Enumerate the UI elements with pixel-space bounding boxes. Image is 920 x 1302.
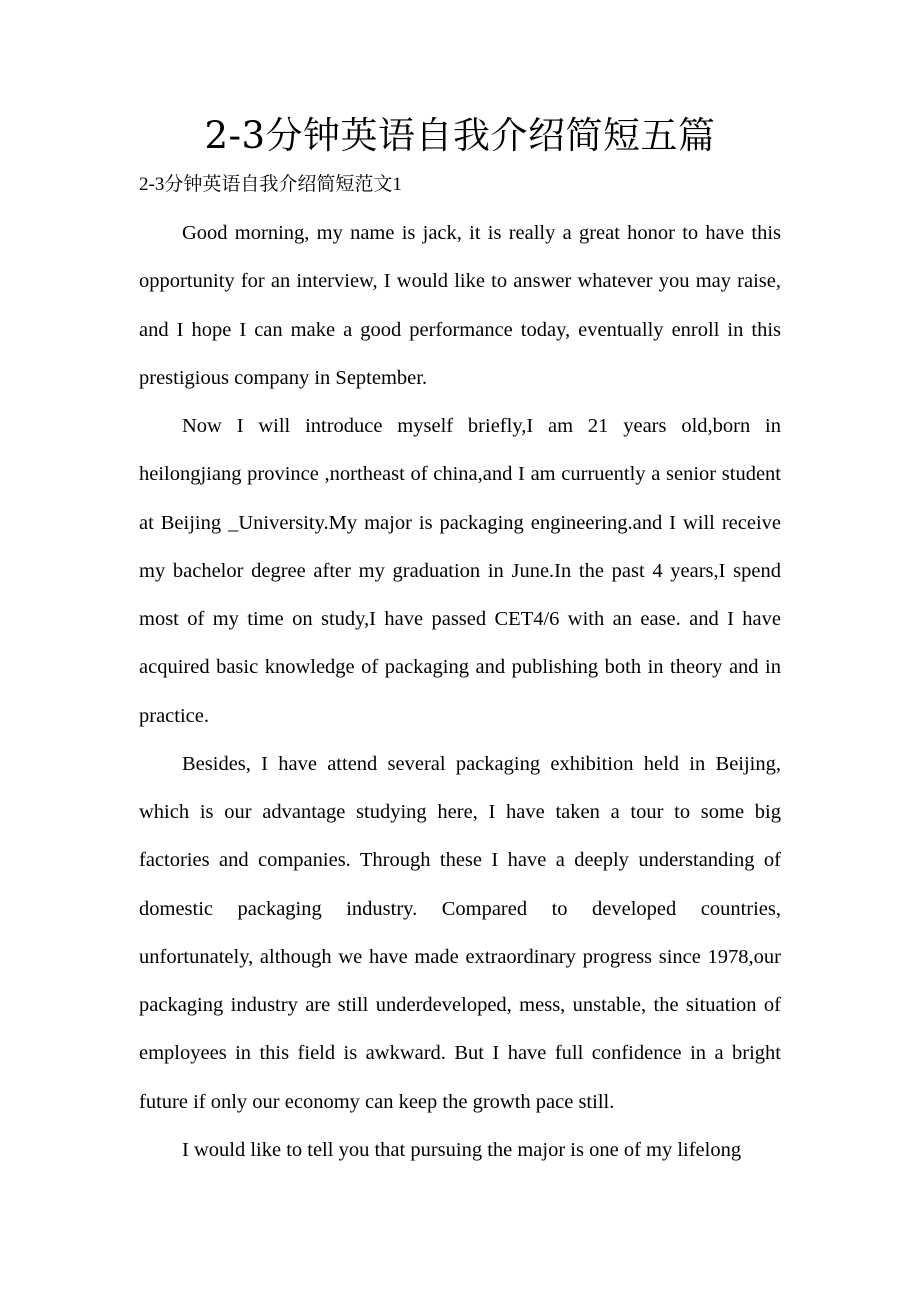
- paragraph-3: Besides, I have attend several packaging exhibition held in Beijing, which is our advantage studying here, I have taken a tour to some big factories and companies. Through these I have a deeply understanding of domestic packaging industry. Compared to developed countries, unfortunately, although we have made extraordinary progress since 1978,our packaging industry are still underdeveloped, mess, unstable, the situation of employees in this field is awkward. But I have full confidence in a bright future if only our economy can keep the growth pace still.: [139, 752, 781, 1113]
- section-heading: 2-3分钟英语自我介绍简短范文1: [139, 174, 402, 195]
- paragraph-2: Now I will introduce myself briefly,I am 21 years old,born in heilongjiang province ,northeast of china,and I am curruently a senior student at Beijing _University.My major is packaging engineering.and I will receive my bachelor degree after my graduation in June.In the past 4 years,I spend most of my time on study,I have passed CET4/6 with an ease. and I have acquired basic knowledge of packaging and publishing both in theory and in practice.: [139, 415, 781, 727]
- document-title: 2-3分钟英语自我介绍简短五篇: [204, 114, 716, 157]
- document-body: [139, 209, 781, 1174]
- paragraph-1: Good morning, my name is jack, it is really a great honor to have this opportunity for an interview, I would like to answer whatever you may raise, and I hope I can make a good performance today, eventually enroll in this prestigious company in September.: [139, 222, 781, 389]
- paragraph-4: I would like to tell you that pursuing the major is one of my lifelong: [182, 1138, 742, 1161]
